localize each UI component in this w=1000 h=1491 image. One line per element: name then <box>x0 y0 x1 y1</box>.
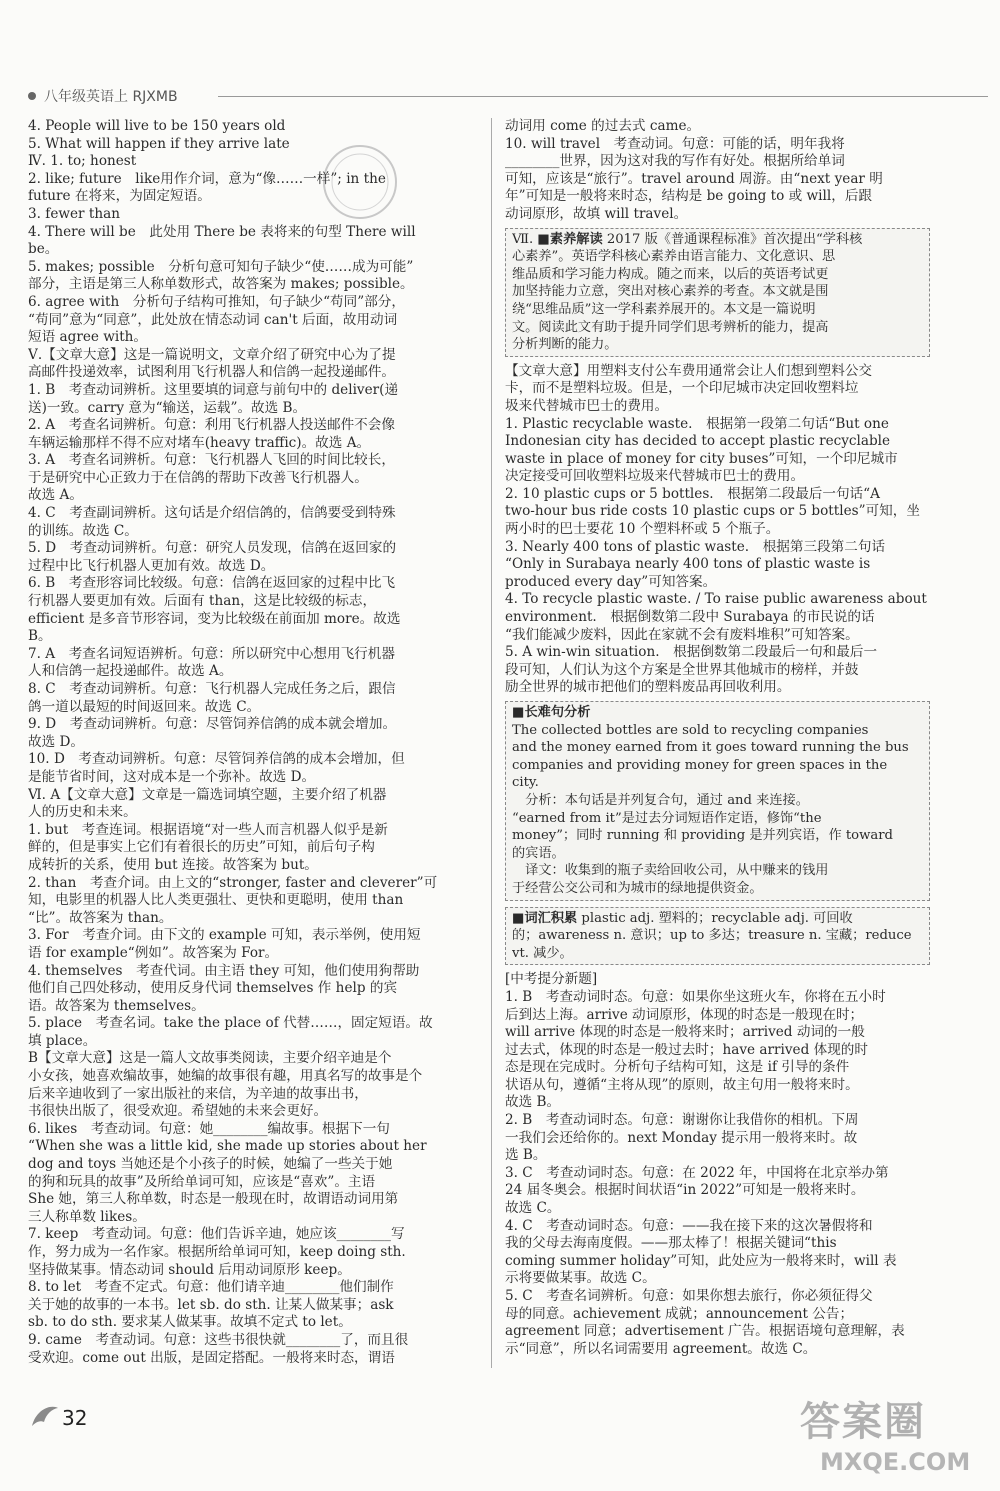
text-line: 他们自己四处移动，使用反身代词 themselves 作 help 的宾 <box>28 980 398 997</box>
vocabulary-box <box>505 907 930 966</box>
text-line: 5. place 考查名词。take the place of 代替……，固定短语。故 <box>28 1015 433 1032</box>
text-line: 2. A 考查名词辨析。句意：利用飞行机器人投送邮件不会像 <box>28 417 395 434</box>
text-line: waste in place of money for city buses”可知，一个印尼城市 <box>505 450 898 467</box>
text-line: 于是研究中心正致力于在信鸽的帮助下改善飞行机器人。 <box>28 469 368 486</box>
text-line: “我们能减少废料，因此在家就不会有废料堆积”可知答案。 <box>505 626 859 643</box>
text-line: 10. will travel 考查动词。句意：可能的话，明年我将 <box>505 135 845 152</box>
header-rule <box>218 96 988 97</box>
text-line: 故选 C。 <box>505 1200 561 1217</box>
text-line: 2. B 考查动词时态。句意：谢谢你让我借你的相机。下周 <box>505 1112 859 1129</box>
text-line: B【文章大意】这是一篇人文故事类阅读，主要介绍辛迪是个 <box>28 1050 392 1067</box>
text-line: 可知，应该是“旅行”。travel around 周游。由“next year 明 <box>505 170 883 187</box>
text-line: two-hour bus ride costs 10 plastic cups or 5 bottles”可知，坐 <box>505 503 920 520</box>
text-line: 书很快出版了，很受欢迎。希望她的未来会更好。 <box>28 1103 328 1120</box>
text-line: 两小时的巴士要花 10 个塑料杯或 5 个瓶子。 <box>505 521 780 538</box>
box-line: and the money earned from it goes toward running the bus <box>512 740 909 756</box>
box-line: 分析：本句话是并列复合句，通过 and 来连接。 <box>512 792 809 808</box>
box-line: vt. 减少。 <box>512 945 573 961</box>
text-line: 的狗和玩具的故事”及所给单词可知，应该是“喜欢”。主语 <box>28 1173 376 1190</box>
text-line: 1. B 考查动词辨析。这里要填的词意与前句中的 deliver(递 <box>28 381 399 398</box>
text-line: 10. D 考查动词辨析。句意：尽管饲养信鸽的成本会增加，但 <box>28 751 405 768</box>
text-line: 的训练。故选 C。 <box>28 522 138 539</box>
text-line: 年”可知是一般将来时态，结构是 be going to 或 will，后跟 <box>505 188 873 205</box>
text-line: 圾来代替城市巴士的费用。 <box>505 397 669 414</box>
text-line: 5. C 考查名词辨析。句意：如果你想去旅行，你必须征得父 <box>505 1288 873 1304</box>
text-line: “When she was a little kid, she made up stories about her <box>28 1138 427 1155</box>
column-divider <box>491 118 492 1368</box>
text-line: 【文章大意】用塑料支付公车费用通常会让人们想到塑料公交 <box>505 362 873 379</box>
text-line: 态是现在完成时。分析句子结构可知，这是 if 引导的条件 <box>505 1059 850 1076</box>
literacy-first-line: 2017 版《普通课程标准》首次提出“学科核 <box>606 231 863 247</box>
text-line: 知，电影里的机器人比人类更强壮、更快和更聪明，使用 than <box>28 892 404 909</box>
text-line: 4. There will be 此处用 There be 表将来的句型 There will <box>28 223 416 240</box>
section-number: Ⅶ. <box>512 231 534 247</box>
text-line: 母的同意。achievement 成就；announcement 公告； <box>505 1305 854 1322</box>
text-line: 4. themselves 考查代词。由主语 they 可知，他们使用狗帮助 <box>28 962 420 979</box>
box-line: 的；awareness n. 意识；up to 多达；treasure n. 宝藏；reduce <box>512 928 912 944</box>
vocabulary-first-line: plastic adj. 塑料的；recyclable adj. 可回收 <box>581 910 853 926</box>
text-line: 部分，主语是第三人称单数形式，故答案为 makes; possible。 <box>28 276 414 293</box>
page-footer <box>28 1400 98 1440</box>
text-line: 6. B 考查形容词比较级。句意：信鸽在返回家的过程中比飞 <box>28 575 396 592</box>
text-line: 决定接受可回收塑料垃圾来代替城市巴士的费用。 <box>505 468 805 485</box>
text-line: 鲜的，但是事实上它们有着很长的历史”可知，前后句子构 <box>28 839 375 856</box>
text-line: 24 届冬奥会。根据时间状语“in 2022”可知是一般将来时。 <box>505 1182 865 1199</box>
box-line: 维品质和学习能力构成。随之而来，以后的英语考试更 <box>512 266 829 282</box>
box-line: “earned from it”是过去分词短语作定语，修饰“the <box>512 810 822 826</box>
text-line: will arrive 体现的时态是一般将来时；arrived 动词的一般 <box>505 1024 865 1041</box>
right-answers-top <box>505 118 930 224</box>
box-line: The collected bottles are sold to recycling companies <box>512 722 869 738</box>
text-line: 我的父母去海南度假。——那太棒了！根据关键词“this <box>505 1235 837 1252</box>
text-line: 5. A win-win situation. 根据倒数第二段最后一句和最后一 <box>505 644 878 661</box>
text-line: 段可知，人们认为这个方案是全世界其他城市的榜样，并鼓 <box>505 661 859 678</box>
box-line: 于经营公交公司和为城市的绿地提供资金。 <box>512 880 763 896</box>
text-line: 鸽一道以最短的时间返回来。故选 C。 <box>28 698 261 715</box>
text-line: Ⅳ. 1. to; honest <box>28 153 137 170</box>
vocabulary-text <box>512 927 923 962</box>
text-line: 示“同意”，所以名词需要用 agreement。故选 C。 <box>505 1340 817 1357</box>
box-line: 绕“思维品质”这一学科素养展开的。本文是一篇说明 <box>512 301 816 317</box>
text-line: 5. makes; possible 分析句意可知句子缺少“使……成为可能” <box>28 258 414 275</box>
text-line: 成转折的关系，使用 but 连接。故答案为 but。 <box>28 856 318 873</box>
long-sentence-text <box>512 722 923 898</box>
box-line: city. <box>512 775 539 791</box>
text-line: 语。故答案为 themselves。 <box>28 997 205 1014</box>
literacy-box <box>505 228 930 357</box>
right-answers-mid <box>505 363 930 697</box>
text-line: 2. 10 plastic cups or 5 bottles. 根据第二段最后一句话“A <box>505 485 880 502</box>
text-line: 4. To recycle plastic waste. / To raise public awareness about <box>505 591 927 608</box>
text-line: 受欢迎。come out 出版，是固定搭配。一般将来时态，谓语 <box>28 1349 395 1366</box>
text-line: “苟同”意为“同意”，此处放在情态动词 can't 后面，故用动词 <box>28 311 398 328</box>
text-line: 填 place。 <box>28 1032 97 1049</box>
text-line: 故选 B。 <box>505 1094 561 1111</box>
header-title: 八年级英语上 RJXMB <box>44 89 178 105</box>
text-line: 后来辛迪收到了一家出版社的来信，为辛迪的故事出书， <box>28 1085 368 1102</box>
text-line: 坚持做某事。情态动词 should 后用动词原形 keep。 <box>28 1261 351 1278</box>
text-line: 6. likes 考查动词。句意：她________编故事。根据下一句 <box>28 1120 390 1137</box>
box-line: 译文：收集到的瓶子卖给回收公司，从中赚来的钱用 <box>512 863 829 879</box>
watermark-logo-text: 答案圈 <box>800 1399 926 1445</box>
text-line: Ⅴ.【文章大意】这是一篇说明文，文章介绍了研究中心为了提 <box>28 346 396 363</box>
text-line: coming summer holiday”可知，此处应为一般将来时，will 表 <box>505 1252 897 1269</box>
literacy-text <box>512 248 923 354</box>
text-line: agreement 同意；advertisement 广告。根据语境句意理解，表 <box>505 1323 905 1340</box>
text-line: 示将要做某事。故选 C。 <box>505 1270 656 1287</box>
text-line: 1. but 考查连词。根据语境“对一些人而言机器人似乎是新 <box>28 821 388 838</box>
text-line: 语 for example“例如”。故答案为 For。 <box>28 944 279 961</box>
box-line: money”；同时 running 和 providing 是并列宾语，作 toward <box>512 828 893 844</box>
text-line: 一我们会还给你的。next Monday 提示用一般将来时。故 <box>505 1129 858 1146</box>
text-line: 4. C 考查副词辨析。这句话是介绍信鸽的，信鸽要受到特殊 <box>28 505 396 522</box>
left-column <box>28 118 478 1367</box>
text-line: 人的历史和未来。 <box>28 804 137 821</box>
text-line: 2. than 考查介词。由上文的“stronger, faster and cleverer”可 <box>28 874 438 891</box>
exam-questions <box>505 971 930 1358</box>
page-number: 32 <box>62 1406 88 1430</box>
text-line: Indonesian city has decided to accept plastic recyclable <box>505 433 891 450</box>
text-line: 动词原形，故填 will travel。 <box>505 205 688 222</box>
text-line: 8. C 考查动词辨析。句意：飞行机器人完成任务之后，跟信 <box>28 681 396 697</box>
box-line: 的宾语。 <box>512 845 565 861</box>
text-line: 3. A 考查名词辨析。句意：飞行机器人飞回的时间比较长， <box>28 452 395 469</box>
text-line: ________世界，因为这对我的写作有好处。根据所给单词 <box>505 153 845 170</box>
text-line: 故选 D。 <box>28 733 85 750</box>
watermark-logo <box>800 1390 980 1450</box>
text-line: 卡，而不是塑料垃圾。但是，一个印尼城市决定回收塑料垃 <box>505 380 859 397</box>
text-line: 励全世界的城市把他们的塑料废品再回收利用。 <box>505 679 791 696</box>
text-line: 7. A 考查名词短语辨析。句意：所以研究中心想用飞行机器 <box>28 645 395 662</box>
text-line: 9. D 考查动词辨析。句意：尽管饲养信鸽的成本就会增加。 <box>28 716 397 733</box>
box-line: 文。阅读此文有助于提升同学们思考辨析的能力，提高 <box>512 319 829 335</box>
text-line: 是能节省时间，这对成本是一个弥补。故选 D。 <box>28 768 316 785</box>
box-line: companies and providing money for green spaces in the <box>512 757 888 773</box>
text-line: 送)一致。carry 意为“输送，运载”。故选 B。 <box>28 399 307 416</box>
text-line: 9. came 考查动词。句意：这些书很快就________了，而且很 <box>28 1331 409 1348</box>
text-line: dog and toys 当她还是个小孩子的时候，她编了一些关于她 <box>28 1156 393 1173</box>
text-line: She 她，第三人称单数，时态是一般现在时，故谓语动词用第 <box>28 1191 399 1208</box>
text-line: 作，努力成为一名作家。根据所给单词可知，keep doing sth. <box>28 1244 406 1260</box>
text-line: 3. fewer than <box>28 205 120 222</box>
text-line: 3. C 考查动词时态。句意：在 2022 年，中国将在北京举办第 <box>505 1164 889 1181</box>
text-line: 后到达上海。arrive 动词原形，体现的时态是一般现在时； <box>505 1006 864 1023</box>
text-line: 过去式，体现的时态是一般过去时；have arrived 体现的时 <box>505 1041 868 1058</box>
text-line: 8. to let 考查不定式。句意：他们请辛迪________他们制作 <box>28 1279 394 1296</box>
text-line: 3. Nearly 400 tons of plastic waste. 根据第三段第二句话 <box>505 538 886 555</box>
box-line: 心素养”。英语学科核心素养由语言能力、文化意识、思 <box>512 249 836 265</box>
text-line: 2. like; future like用作介词，意为“像……一样”; in the <box>28 170 386 187</box>
text-line: environment. 根据倒数第二段中 Surabaya 的市民说的话 <box>505 609 875 626</box>
text-line: “比”。故答案为 than。 <box>28 909 173 926</box>
dolphin-icon <box>28 1400 62 1434</box>
literacy-tag: ■素养解读 <box>537 231 603 247</box>
text-line: 过程中比飞行机器人更加有效。故选 D。 <box>28 557 275 574</box>
text-line: 1. Plastic recyclable waste. 根据第一段第二句话“But one <box>505 415 889 432</box>
right-column <box>505 118 930 1358</box>
text-line: 关于她的故事的一本书。let sb. do sth. 让某人做某事；ask <box>28 1296 394 1313</box>
text-line: [中考提分新题] <box>505 971 598 988</box>
bullet-icon <box>28 92 36 100</box>
text-line: 4. C 考查动词时态。句意：——我在接下来的这次暑假将和 <box>505 1217 873 1234</box>
text-line: 三人称单数 likes。 <box>28 1208 146 1225</box>
text-line: future 在将来，为固定短语。 <box>28 188 211 205</box>
text-line: 动词用 come 的过去式 came。 <box>505 118 701 134</box>
text-line: produced every day”可知答案。 <box>505 573 717 590</box>
text-line: 行机器人要更加有效。后面有 than，这是比较级的标志， <box>28 593 377 610</box>
text-line: 故选 A。 <box>28 487 83 504</box>
text-line: 短语 agree with。 <box>28 329 148 346</box>
text-line: 高邮件投递效率，试图利用飞行机器人和信鸽一起投递邮件。 <box>28 364 396 381</box>
long-sentence-tag: ■长难句分析 <box>512 705 591 720</box>
text-line: sb. to do sth. 要求某人做某事。故填不定式 to let。 <box>28 1314 352 1331</box>
text-line: B。 <box>28 628 52 645</box>
text-line: 4. People will live to be 150 years old <box>28 118 286 134</box>
text-line: efficient 是多音节形容词，变为比较级在前面加 more。故选 <box>28 610 401 627</box>
long-sentence-box <box>505 701 930 901</box>
page-header <box>28 86 988 108</box>
text-line: 小女孩，她喜欢编故事，她编的故事很有趣，用真名写的故事是个 <box>28 1068 423 1085</box>
box-line: 分析判断的能力。 <box>512 337 618 353</box>
text-line: 选 B。 <box>505 1147 547 1164</box>
vocabulary-tag: ■词汇积累 <box>512 910 578 926</box>
text-line: 人和信鸽一起投递邮件。故选 A。 <box>28 663 233 680</box>
text-line: 车辆运输那样不得不应对堵车(heavy traffic)。故选 A。 <box>28 434 371 451</box>
text-line: 7. keep 考查动词。句意：他们告诉辛迪，她应该________写 <box>28 1226 405 1243</box>
watermark-url: MXQE.COM <box>820 1448 971 1476</box>
text-line: Ⅵ. A【文章大意】文章是一篇选词填空题，主要介绍了机器 <box>28 786 387 803</box>
text-line: be。 <box>28 241 59 258</box>
text-line: 6. agree with 分析句子结构可推知，句子缺少“苟同”部分， <box>28 293 405 310</box>
text-line: “Only in Surabaya nearly 400 tons of plastic waste is <box>505 556 871 573</box>
box-line: 加坚持能力立意，突出对核心素养的考查。本文就是围 <box>512 284 829 300</box>
text-line: 5. D 考查动词辨析。句意：研究人员发现，信鸽在返回家的 <box>28 540 397 557</box>
text-line: 3. For 考查介词。由下文的 example 可知，表示举例，使用短 <box>28 927 421 944</box>
text-line: 状语从句，遵循“主将从现”的原则，故主句用一般将来时。 <box>505 1076 859 1093</box>
text-line: 1. B 考查动词时态。句意：如果你坐这班火车，你将在五小时 <box>505 988 886 1005</box>
text-line: 5. What will happen if they arrive late <box>28 135 290 152</box>
